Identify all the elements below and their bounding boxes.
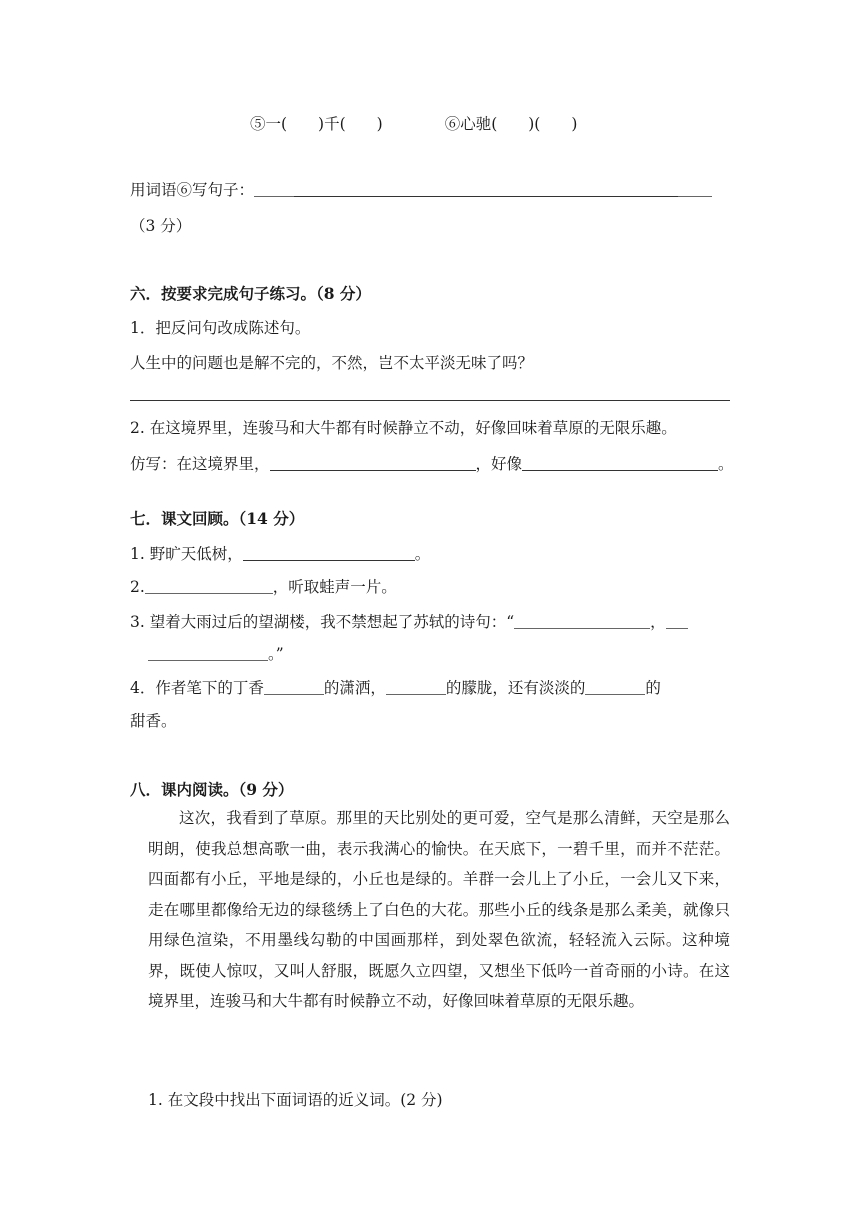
idiom-5: ⑤一( )千( ): [250, 115, 383, 133]
q2-prefix: 2.: [130, 578, 145, 596]
answer-blank[interactable]: [145, 578, 273, 594]
q3-end: 。”: [268, 645, 284, 663]
idiom-6: ⑥心驰( )( ): [444, 115, 578, 133]
q4-part1: 4．作者笔下的丁香: [130, 679, 264, 697]
q3-comma: ，: [650, 613, 666, 631]
answer-blank[interactable]: [522, 455, 718, 471]
section7-q3-cont: [148, 642, 284, 664]
section7-q4-cont: 甜香。: [130, 712, 177, 730]
section6-q2-imitate: [130, 452, 734, 474]
idiom-row: [250, 112, 577, 134]
answer-blank[interactable]: [243, 545, 415, 561]
imitate-prefix: 仿写：在这境界里，: [130, 455, 270, 473]
imitate-end: 。: [718, 455, 734, 473]
q4-part4: 的: [645, 679, 661, 697]
answer-blank[interactable]: [514, 613, 650, 629]
answer-blank[interactable]: [270, 455, 476, 471]
section7-q3: [130, 610, 688, 632]
write-sentence-score: （3 分）: [130, 217, 192, 235]
section8-q1: 1. 在文段中找出下面词语的近义词。(2 分): [148, 1091, 443, 1109]
section6-q1-sentence: 人生中的问题也是解不完的，不然，岂不太平淡无味了吗？: [130, 354, 534, 372]
reading-passage: 这次，我看到了草原。那里的天比别处的更可爱，空气是那么清鲜，天空是那么明朗，使我总想高歌一曲，表示我满心的愉快。在天底下，一碧千里，而并不茫茫。四面都有小丘，平地是绿的，小丘也是绿的。羊群一会儿上了小丘，一会儿又下来，走在哪里都像给无边的绿毯绣上了白色的大花。那些小丘的线条是那么柔美，就像只用绿色渲染，不用墨线勾勒的中国画那样，到处翠色欲流，轻轻流入云际。这种境界，既使人惊叹，又叫人舒服，既愿久立四望，又想坐下低吟一首奇丽的小诗。在这境界里，连骏马和大牛都有时候静立不动，好像回味着草原的无限乐趣。: [148, 809, 730, 1010]
answer-blank[interactable]: [148, 645, 268, 661]
write-sentence-label: 用词语⑥写句子：: [130, 181, 255, 199]
section7-q4: [130, 676, 661, 698]
answer-blank[interactable]: [254, 181, 294, 197]
answer-blank[interactable]: [386, 679, 446, 695]
section7-q1: [130, 542, 430, 564]
answer-blank[interactable]: [666, 613, 688, 629]
write-sentence-line: [130, 178, 712, 200]
section8-heading: 八．课内阅读。（9 分）: [130, 780, 294, 799]
section7-q2: [130, 575, 397, 597]
imitate-mid: ，好像: [475, 455, 523, 473]
q3-prefix: 3. 望着大雨过后的望湖楼，我不禁想起了苏轼的诗句：“: [130, 613, 515, 631]
answer-blank[interactable]: [294, 181, 678, 197]
q4-part3: 的朦胧，还有淡淡的: [445, 679, 586, 697]
answer-blank[interactable]: [264, 679, 324, 695]
answer-blank[interactable]: [678, 181, 712, 197]
q4-part2: 的潇洒，: [323, 679, 386, 697]
answer-line[interactable]: [130, 400, 730, 401]
section6-heading: 六．按要求完成句子练习。（8 分）: [130, 284, 371, 303]
section6-q2-sentence: 2. 在这境界里，连骏马和大牛都有时候静立不动，好像回味着草原的无限乐趣。: [130, 419, 677, 437]
q1-end: 。: [414, 545, 431, 563]
section6-q1-prompt: 1．把反问句改成陈述句。: [130, 319, 311, 337]
answer-blank[interactable]: [585, 679, 645, 695]
section7-heading: 七．课文回顾。（14 分）: [130, 509, 305, 528]
q2-suffix: ，听取蛙声一片。: [272, 578, 397, 596]
q1-prefix: 1. 野旷天低树，: [130, 545, 243, 563]
